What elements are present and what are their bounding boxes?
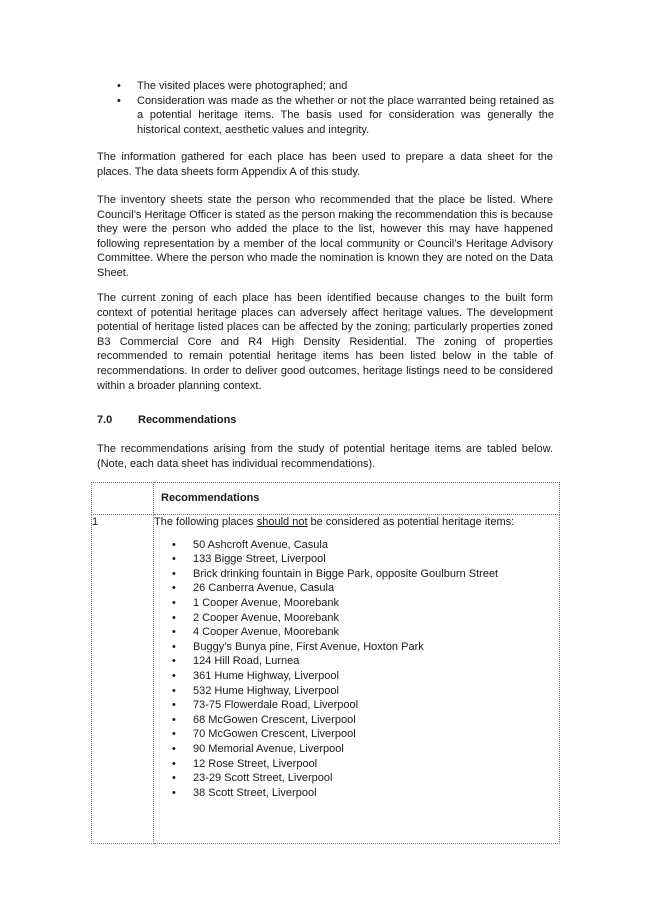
list-item: • 70 McGowen Crescent, Liverpool (154, 727, 559, 742)
intro-bullet: • Consideration was made as the whether or not the place warranted being retained as a potential heritage items. The basis used for consideration was generally the historical context, aesthetic values and integrity. (115, 94, 554, 138)
intro-bullet-list (115, 79, 554, 137)
header-recommendations: Recommendations (154, 483, 560, 515)
list-item: • 12 Rose Street, Liverpool (154, 757, 559, 772)
list-item: • 50 Ashcroft Avenue, Casula (154, 538, 559, 553)
list-item: • 4 Cooper Avenue, Moorebank (154, 625, 559, 640)
list-item: • 2 Cooper Avenue, Moorebank (154, 611, 559, 626)
row-number: 1 (92, 515, 154, 844)
row-content (154, 515, 560, 844)
section-number: 7.0 (97, 414, 113, 426)
list-item: • Brick drinking fountain in Bigge Park, opposite Goulburn Street (154, 567, 559, 582)
list-item: • 73-75 Flowerdale Road, Liverpool (154, 698, 559, 713)
lead-underlined: should not (256, 516, 308, 528)
list-item: • 361 Hume Highway, Liverpool (154, 669, 559, 684)
table-header-row (92, 483, 560, 515)
row-lead-text (154, 515, 559, 530)
list-item: • 1 Cooper Avenue, Moorebank (154, 596, 559, 611)
header-empty-cell (92, 483, 154, 515)
list-item: • 68 McGowen Crescent, Liverpool (154, 713, 559, 728)
recommendations-table (91, 482, 560, 844)
list-item: • 23-29 Scott Street, Liverpool (154, 771, 559, 786)
section-intro: The recommendations arising from the study of potential heritage items are tabled below. (Note, each data sheet has individual recommendations). (97, 443, 553, 470)
paragraph-data-sheets: The information gathered for each place has been used to prepare a data sheet for the places. The data sheets form Appendix A of this study. (97, 151, 553, 178)
paragraph-inventory-sheets: The inventory sheets state the person who recommended that the place be listed. Where Council’s Heritage Officer is stated as the person making the recommendation this is because they were the person who added the place to the list, however this may have happened following representation by a member of the local community or Council’s Heritage Advisory Committee. Where the person who made the nomination is known they are noted on the Data Sheet. (97, 194, 553, 279)
list-item: • Buggy’s Bunya pine, First Avenue, Hoxton Park (154, 640, 559, 655)
section-heading (97, 413, 236, 427)
section-title: Recommendations (138, 414, 237, 426)
list-item: • 26 Canberra Avenue, Casula (154, 581, 559, 596)
paragraph-zoning: The current zoning of each place has been identified because changes to the built form context of potential heritage places can adversely affect heritage values. The development potential of heritage listed places can be affected by the zoning; particularly properties zoned B3 Commercial Core and R4 High Density Residential. The zoning of properties recommended to remain potential heritage items has been listed below in the table of recommendations. In order to deliver good outcomes, heritage listings need to be considered within a broader planning context. (97, 292, 553, 392)
list-item: • 38 Scott Street, Liverpool (154, 786, 559, 801)
list-item: • 133 Bigge Street, Liverpool (154, 552, 559, 567)
lead-before: The following places (154, 516, 257, 528)
lead-after: be considered as potential heritage items: (307, 516, 515, 528)
places-list (154, 538, 559, 801)
list-item: • 124 Hill Road, Lurnea (154, 654, 559, 669)
list-item: • 532 Hume Highway, Liverpool (154, 684, 559, 699)
list-item: • 90 Memorial Avenue, Liverpool (154, 742, 559, 757)
table-row (92, 515, 560, 844)
intro-bullet: • The visited places were photographed; and (115, 79, 554, 94)
